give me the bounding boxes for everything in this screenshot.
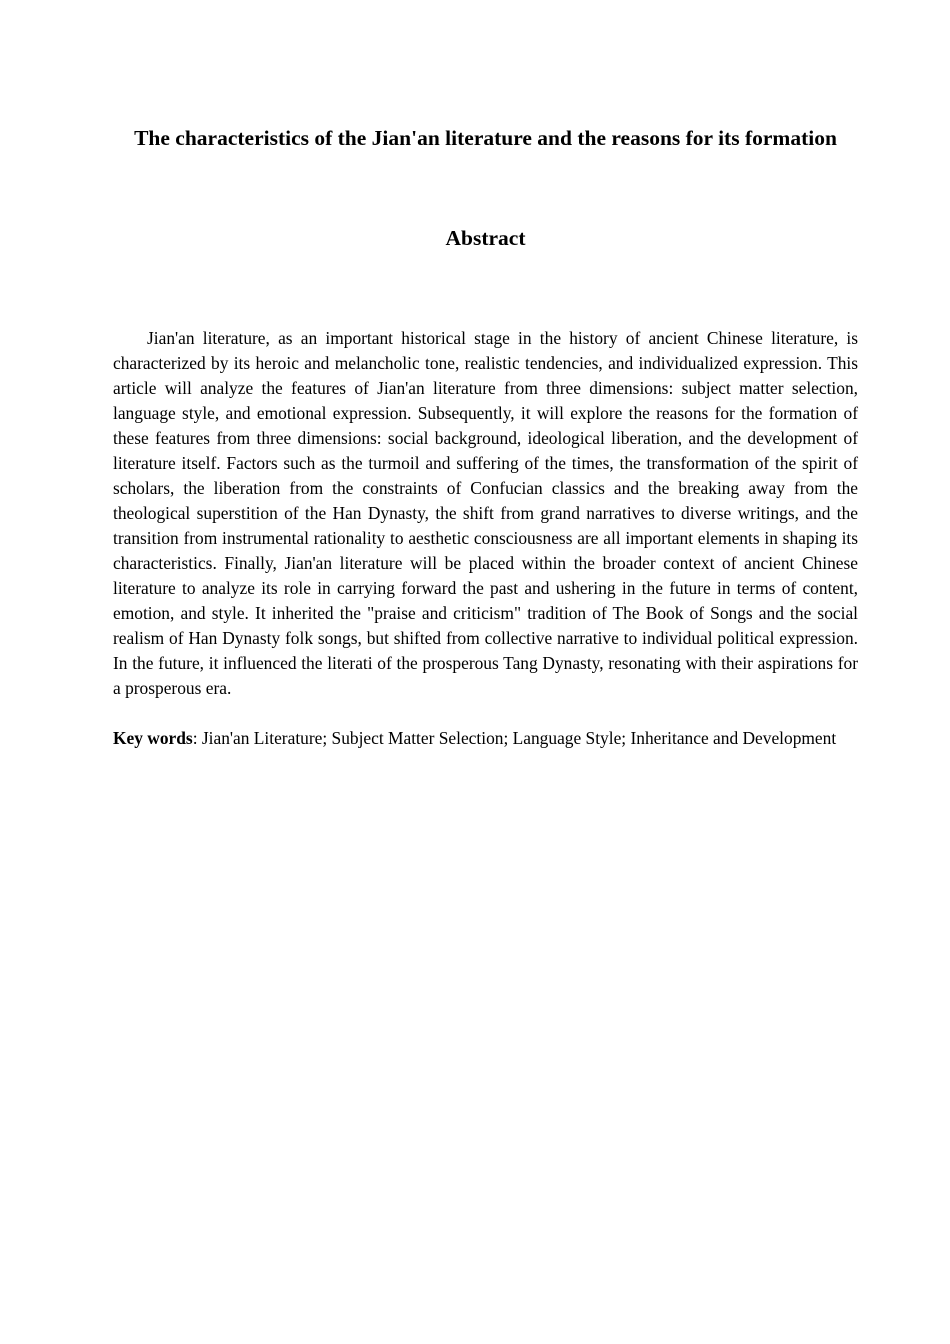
keywords-separator: : (192, 728, 202, 748)
keywords-label: Key words (113, 728, 193, 748)
keywords-list: Jian'an Literature; Subject Matter Selection; Language Style; Inheritance and Development (201, 728, 837, 748)
abstract-paragraph: Jian'an literature, as an important historical stage in the history of ancient Chinese literature, is characterized by its heroic and melancholic tone, realistic tendencies, and individualized expression. This article will analyze the features of Jian'an literature from three dimensions: subject matter selection, language style, and emotional expression. Subsequently, it will explore the reasons for the formation of these features from three dimensions: social background, ideological liberation, and the development of literature itself. Factors such as the turmoil and suffering of the times, the transformation of the spirit of scholars, the liberation from the constraints of Confucian classics and the breaking away from the theological superstition of the Han Dynasty, the shift from grand narratives to diverse writings, and the transition from instrumental rationality to aesthetic consciousness are all important elements in shaping its characteristics. Finally, Jian'an literature will be placed within the broader context of ancient Chinese literature to analyze its role in carrying forward the past and ushering in the future in terms of content, emotion, and style. It inherited the "praise and criticism" tradition of The Book of Songs and the social realism of Han Dynasty folk songs, but shifted from collective narrative to individual political expression. In the future, it influenced the literati of the prosperous Tang Dynasty, resonating with their aspirations for a prosperous era. (113, 328, 858, 698)
keywords-line (113, 726, 858, 750)
abstract-heading: Abstract (445, 226, 526, 250)
document-title: The characteristics of the Jian'an literature and the reasons for its formation (134, 126, 837, 150)
